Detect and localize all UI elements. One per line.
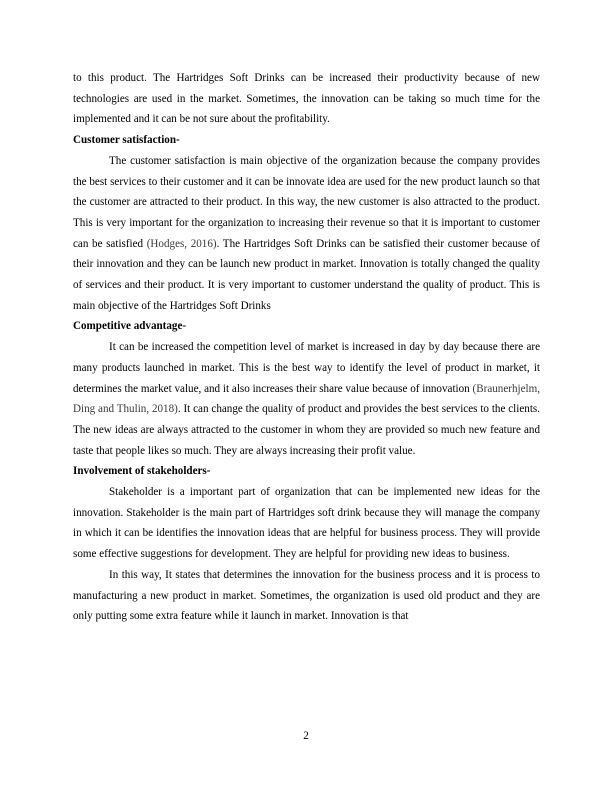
stakeholders-paragraph: Stakeholder is a important part of organization that can be implemented new ideas for the innovation. Stakeholder is the main part of Hartridges soft drink because they will manage the company in which it can be identifies the innovation ideas that are helpful for business process. They will provide some effective suggestions for development. They are helpful for providing new ideas to business. (73, 486, 540, 561)
competitive-advantage-paragraph (73, 337, 540, 461)
citation-hodges: (Hodges, 2016) (146, 237, 217, 250)
text-run: . The Hartridges Soft Drinks can be satisfied their customer because of their innovation and they can be launch new product in market. Innovation is totally changed the quality of services and their product. It is very important to customer understand the quality of product. This is main objective of the Hartridges Soft Drinks (73, 237, 540, 312)
page-body (73, 68, 540, 627)
page-number: 2 (303, 730, 309, 742)
customer-satisfaction-paragraph (73, 151, 540, 317)
text-run: . It can change the quality of product and provides the best services to the clients. The new ideas are always attracted to the customer in whom they are provided so much new feature and taste that people likes so much. They are always increasing their profit value. (73, 403, 540, 457)
intro-paragraph: to this product. The Hartridges Soft Drinks can be increased their productivity because of new technologies are used in the market. Sometimes, the innovation can be taking so much time for the implemented and it can be not sure about the profitability. (73, 72, 540, 126)
text-run: It can be increased the competition level of market is increased in day by day because there are many products launched in market. This is the best way to identify the level of product in market, it determines the market value, and it also increases their share value because of innovation (73, 341, 540, 395)
text-run: The customer satisfaction is main objective of the organization because the company provides the best services to their customer and it can be innovate idea are used for the new product launch so that the customer are attracted to their product. In this way, the new customer is also attracted to the product. This is very important for the organization to increasing their revenue so that it is important to customer can be satisfied (73, 154, 540, 250)
innovation-paragraph: In this way, It states that determines the innovation for the business process and it is process to manufacturing a new product in market. Sometimes, the organization is used old product and they are only putting some extra feature while it launch in market. Innovation is that (73, 568, 540, 623)
heading-involvement-of-stakeholders: Involvement of stakeholders- (73, 465, 211, 478)
heading-competitive-advantage: Competitive advantage- (73, 320, 187, 333)
heading-customer-satisfaction: Customer satisfaction- (73, 134, 180, 147)
citation-braunerhjelm: (Braunerhjelm, Ding and Thulin, 2018) (73, 382, 540, 416)
